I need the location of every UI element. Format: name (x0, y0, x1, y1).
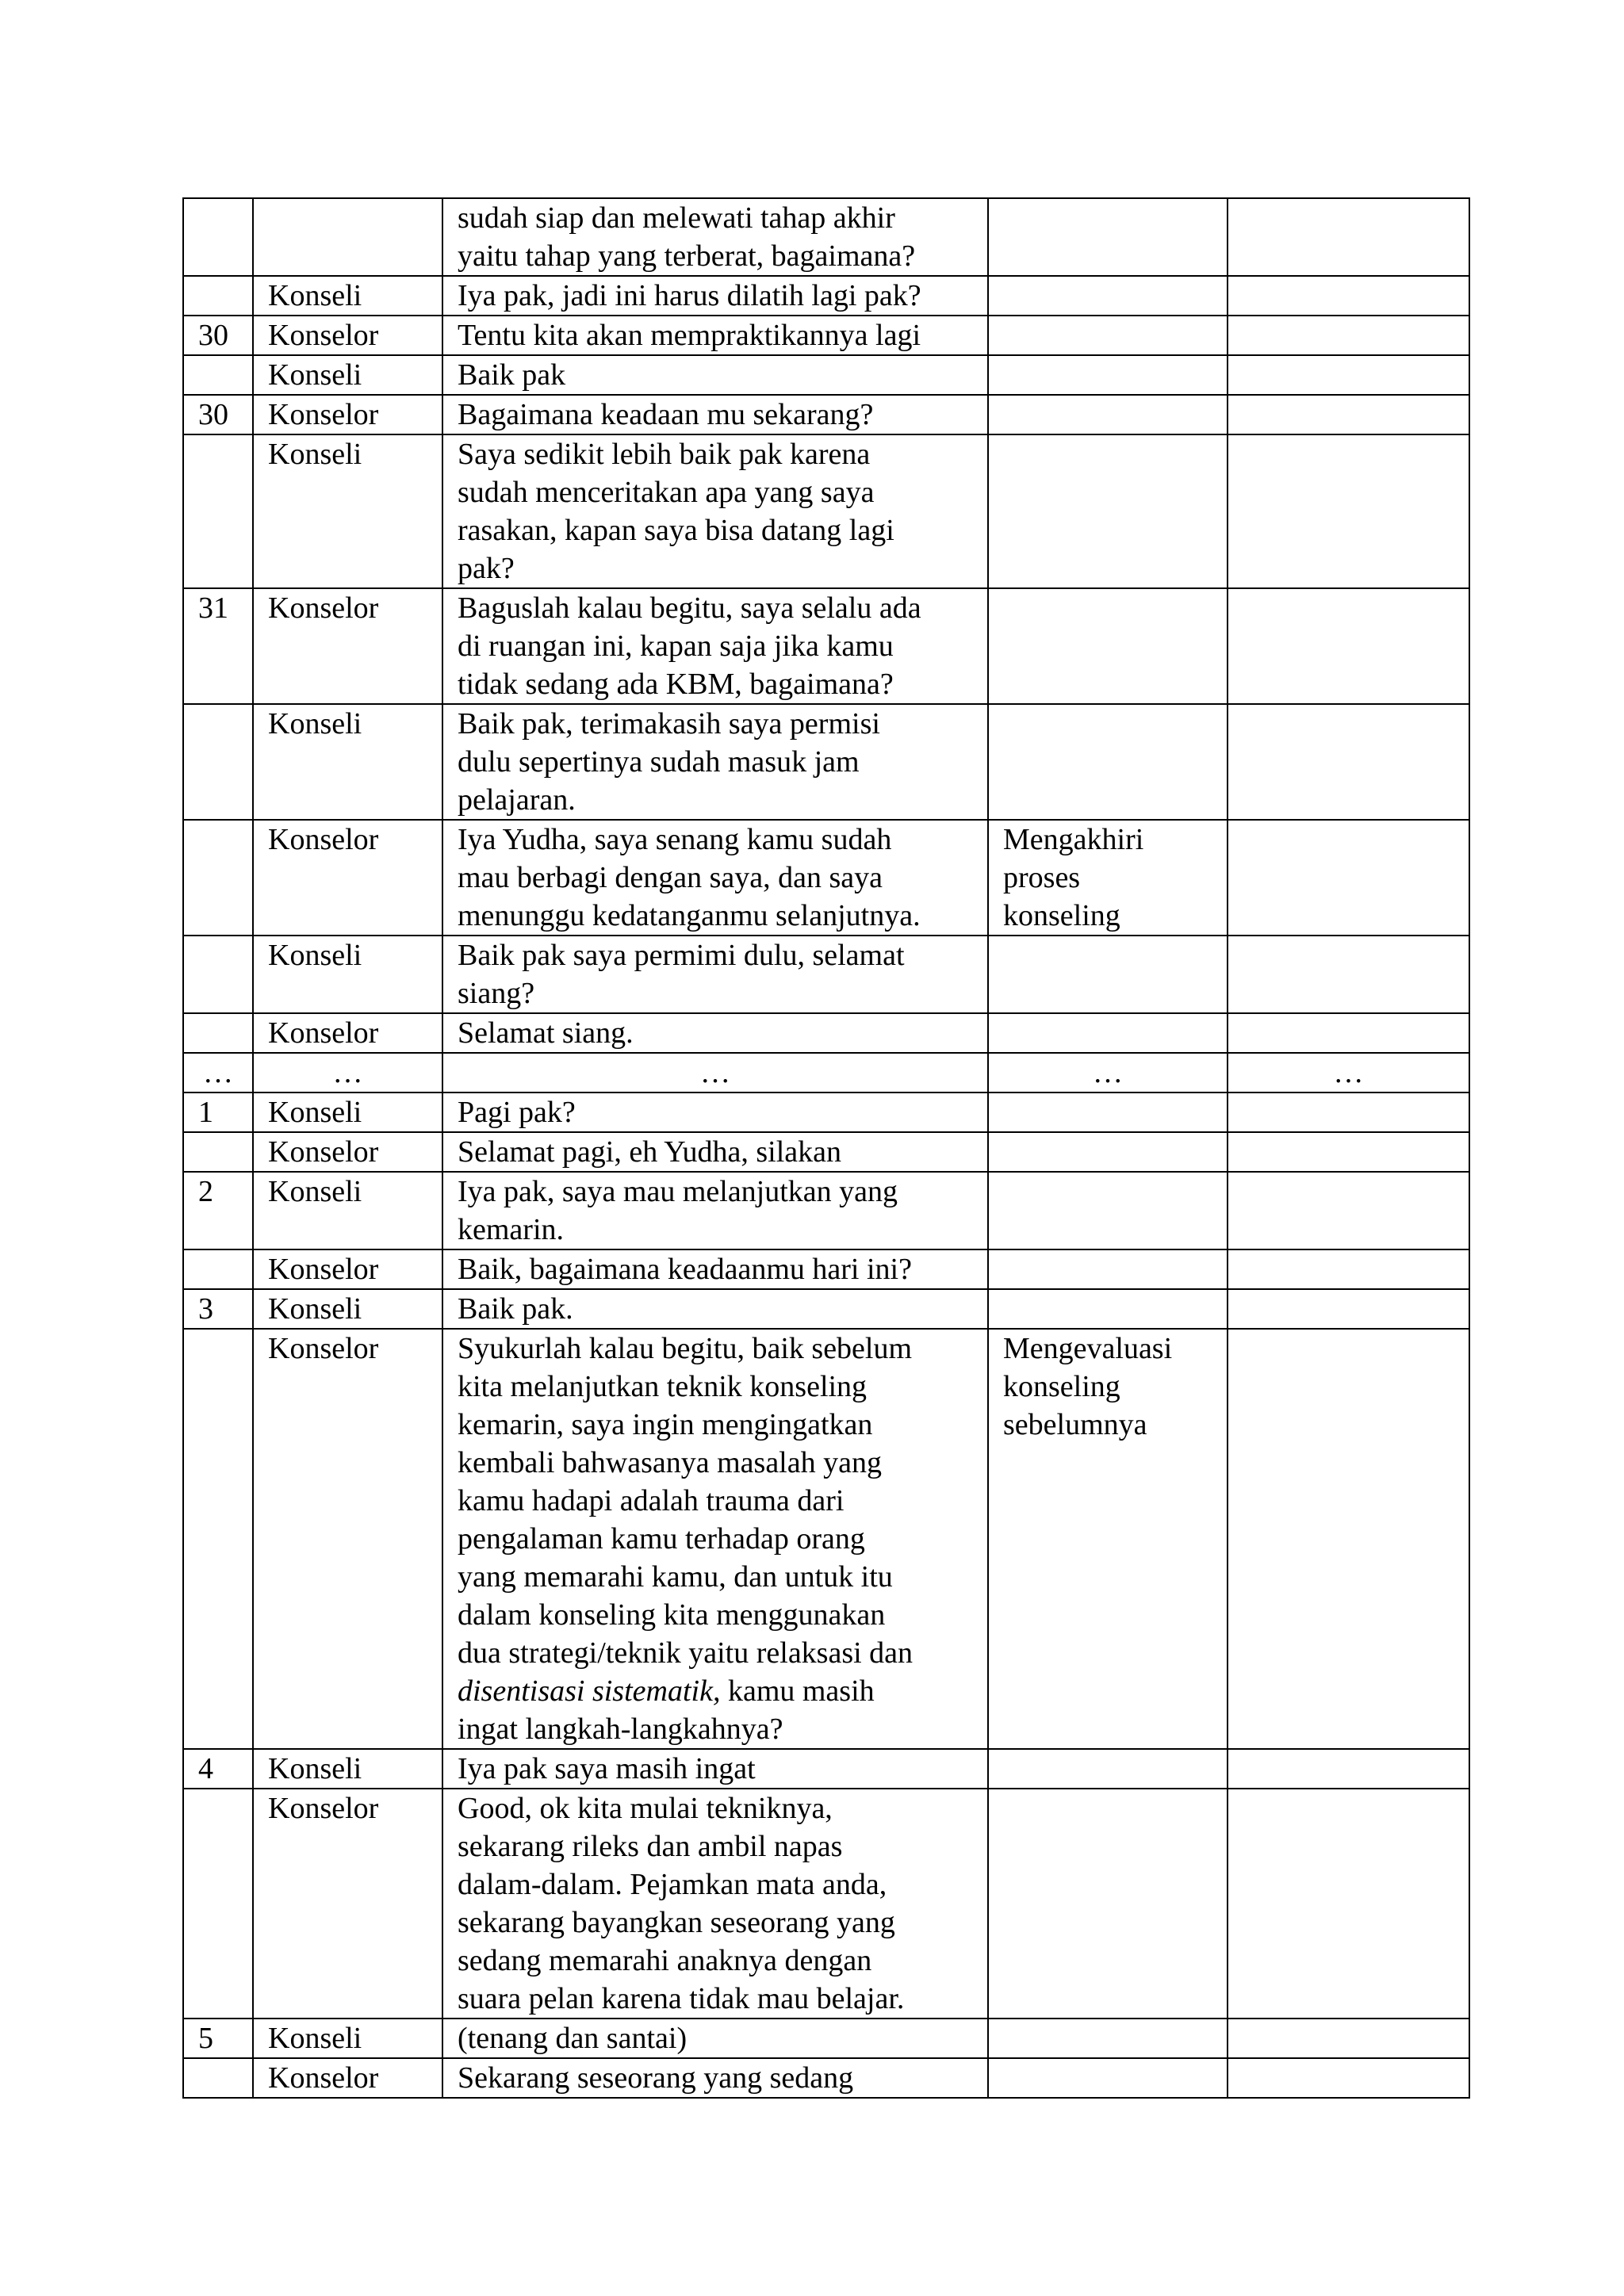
table-row (183, 434, 1469, 588)
note-cell (988, 1249, 1228, 1289)
dialogue-cell (442, 704, 988, 820)
extra-cell (1228, 820, 1469, 936)
dialogue-line: Iya Yudha, saya senang kamu sudah (458, 823, 892, 856)
dialogue-line: Baik pak saya permimi dulu, selamat (458, 939, 905, 972)
dialogue-line (458, 1672, 973, 1710)
dialogue-line: menunggu kedatanganmu selanjutnya. (458, 899, 921, 932)
row-number-cell (183, 434, 253, 588)
table-row (183, 276, 1469, 316)
dialogue-line: pak? (458, 552, 515, 585)
dialogue-line: Bagaimana keadaan mu sekarang? (458, 398, 874, 431)
speaker-cell: Konseli (253, 434, 442, 588)
dialogue-line: Selamat pagi, eh Yudha, silakan (458, 1135, 842, 1169)
speaker-cell: Konseli (253, 355, 442, 395)
dialogue-line: sekarang bayangkan seseorang yang (458, 1906, 895, 1939)
dialogue-line: dalam konseling kita menggunakan (458, 1598, 886, 1632)
note-cell (988, 1013, 1228, 1053)
speaker-cell: Konseli (253, 2019, 442, 2058)
extra-cell (1228, 1093, 1469, 1132)
note-cell (988, 1789, 1228, 2019)
speaker-cell: Konseli (253, 1172, 442, 1249)
table-row (183, 1289, 1469, 1329)
extra-cell (1228, 1249, 1469, 1289)
dialogue-line: tidak sedang ada KBM, bagaimana? (458, 668, 894, 701)
dialogue-line: kamu hadapi adalah trauma dari (458, 1484, 845, 1517)
extra-cell (1228, 316, 1469, 355)
row-number-cell (183, 198, 253, 276)
extra-cell (1228, 704, 1469, 820)
row-number-cell (183, 820, 253, 936)
table-row (183, 1013, 1469, 1053)
dialogue-line: sekarang rileks dan ambil napas (458, 1830, 843, 1863)
note-line: konseling (1003, 899, 1120, 932)
row-number-cell (183, 2058, 253, 2098)
speaker-cell: Konseli (253, 1093, 442, 1132)
extra-cell: … (1228, 1053, 1469, 1093)
dialogue-cell (442, 2058, 988, 2098)
note-cell (988, 434, 1228, 588)
note-cell (988, 198, 1228, 276)
note-cell (988, 936, 1228, 1013)
note-cell (988, 316, 1228, 355)
row-number-cell (183, 355, 253, 395)
table-row (183, 1249, 1469, 1289)
table-row (183, 1132, 1469, 1172)
note-cell (988, 1329, 1228, 1749)
dialogue-line: sudah siap dan melewati tahap akhir (458, 201, 895, 235)
dialogue-line: sudah menceritakan apa yang saya (458, 476, 875, 509)
speaker-cell: Konselor (253, 2058, 442, 2098)
speaker-cell: Konseli (253, 936, 442, 1013)
row-number-cell (183, 276, 253, 316)
extra-cell (1228, 355, 1469, 395)
extra-cell (1228, 1289, 1469, 1329)
dialogue-line: (tenang dan santai) (458, 2022, 688, 2055)
table-row (183, 395, 1469, 434)
speaker-cell: Konselor (253, 1132, 442, 1172)
note-cell (988, 704, 1228, 820)
dialogue-line-rest: kamu masih (720, 1674, 875, 1708)
dialogue-line: Tentu kita akan mempraktikannya lagi (458, 319, 921, 352)
dialogue-line: suara pelan karena tidak mau belajar. (458, 1982, 905, 2015)
extra-cell (1228, 198, 1469, 276)
dialogue-cell (442, 588, 988, 704)
dialogue-line: Sekarang seseorang yang sedang (458, 2061, 854, 2095)
row-number-cell (183, 1249, 253, 1289)
dialogue-line: Baik pak. (458, 1292, 573, 1326)
dialogue-line: ingat langkah-langkahnya? (458, 1712, 783, 1746)
dialogue-line: sedang memarahi anaknya dengan (458, 1944, 872, 1977)
extra-cell (1228, 2019, 1469, 2058)
table-row (183, 936, 1469, 1013)
extra-cell (1228, 1132, 1469, 1172)
dialogue-line: Baik pak, terimakasih saya permisi (458, 707, 880, 740)
note-line: sebelumnya (1003, 1408, 1147, 1441)
table-row (183, 1093, 1469, 1132)
row-number-cell (183, 1013, 253, 1053)
dialogue-line: Good, ok kita mulai tekniknya, (458, 1792, 833, 1825)
dialogue-line: Baguslah kalau begitu, saya selalu ada (458, 591, 921, 625)
speaker-cell: Konselor (253, 588, 442, 704)
speaker-cell: Konseli (253, 1749, 442, 1789)
speaker-cell: Konselor (253, 316, 442, 355)
extra-cell (1228, 1749, 1469, 1789)
note-cell (988, 1289, 1228, 1329)
note-line: Mengakhiri (1003, 823, 1144, 856)
dialogue-cell (442, 1093, 988, 1132)
note-line: Mengevaluasi (1003, 1332, 1173, 1365)
dialogue-cell (442, 316, 988, 355)
note-cell (988, 1053, 1228, 1093)
dialogue-line: … (700, 1056, 730, 1089)
table-row (183, 1789, 1469, 2019)
row-number-cell: … (183, 1053, 253, 1093)
dialogue-line: mau berbagi dengan saya, dan saya (458, 861, 883, 894)
dialogue-line: Syukurlah kalau begitu, baik sebelum (458, 1332, 913, 1365)
dialogue-line: kemarin. (458, 1213, 565, 1246)
dialogue-cell (442, 1289, 988, 1329)
extra-cell (1228, 1329, 1469, 1749)
transcript-body (183, 198, 1469, 2098)
dialogue-line: kemarin, saya ingin mengingatkan (458, 1408, 873, 1441)
dialogue-cell (442, 198, 988, 276)
ellipsis-row (183, 1053, 1469, 1093)
dialogue-line: dulu sepertinya sudah masuk jam (458, 745, 860, 779)
extra-cell (1228, 434, 1469, 588)
note-cell (988, 588, 1228, 704)
row-number-cell: 30 (183, 316, 253, 355)
extra-cell (1228, 936, 1469, 1013)
dialogue-cell (442, 820, 988, 936)
table-row (183, 198, 1469, 276)
dialogue-cell (442, 936, 988, 1013)
table-row (183, 1749, 1469, 1789)
row-number-cell: 31 (183, 588, 253, 704)
dialogue-cell (442, 1053, 988, 1093)
italic-term: disentisasi sistematik, (458, 1674, 721, 1708)
row-number-cell (183, 1329, 253, 1749)
dialogue-cell (442, 1013, 988, 1053)
row-number-cell (183, 704, 253, 820)
dialogue-line: yaitu tahap yang terberat, bagaimana? (458, 239, 916, 273)
extra-cell (1228, 1172, 1469, 1249)
note-cell (988, 1093, 1228, 1132)
note-cell (988, 1132, 1228, 1172)
dialogue-cell (442, 1249, 988, 1289)
extra-cell (1228, 2058, 1469, 2098)
extra-cell (1228, 1013, 1469, 1053)
note-line: konseling (1003, 1370, 1120, 1403)
row-number-cell (183, 1789, 253, 2019)
speaker-cell: Konselor (253, 395, 442, 434)
table-row (183, 2058, 1469, 2098)
speaker-cell (253, 198, 442, 276)
speaker-cell: Konselor (253, 1249, 442, 1289)
note-line: proses (1003, 861, 1081, 894)
note-cell (988, 395, 1228, 434)
extra-cell (1228, 276, 1469, 316)
row-number-cell (183, 1132, 253, 1172)
table-row (183, 1172, 1469, 1249)
dialogue-line: dalam-dalam. Pejamkan mata anda, (458, 1868, 887, 1901)
dialogue-cell (442, 1789, 988, 2019)
table-row (183, 2019, 1469, 2058)
row-number-cell: 3 (183, 1289, 253, 1329)
note-cell (988, 2058, 1228, 2098)
row-number-cell: 1 (183, 1093, 253, 1132)
dialogue-cell (442, 1329, 988, 1749)
speaker-cell: Konselor (253, 1013, 442, 1053)
dialogue-cell (442, 355, 988, 395)
table-row (183, 316, 1469, 355)
dialogue-line: kembali bahwasanya masalah yang (458, 1446, 882, 1479)
dialogue-line: Iya pak, saya mau melanjutkan yang (458, 1175, 898, 1208)
dialogue-line: pengalaman kamu terhadap orang (458, 1522, 865, 1556)
dialogue-line: siang? (458, 977, 535, 1010)
speaker-cell: Konseli (253, 704, 442, 820)
dialogue-line: Iya pak, jadi ini harus dilatih lagi pak? (458, 279, 921, 312)
table-row (183, 355, 1469, 395)
dialogue-cell (442, 1172, 988, 1249)
note-cell (988, 2019, 1228, 2058)
row-number-cell: 2 (183, 1172, 253, 1249)
dialogue-line: Baik pak (458, 358, 566, 392)
dialogue-cell (442, 395, 988, 434)
row-number-cell: 5 (183, 2019, 253, 2058)
dialogue-line: Iya pak saya masih ingat (458, 1752, 756, 1785)
speaker-cell: Konseli (253, 276, 442, 316)
dialogue-line: Selamat siang. (458, 1016, 634, 1050)
extra-cell (1228, 395, 1469, 434)
note-cell (988, 1172, 1228, 1249)
counseling-transcript-table (182, 197, 1470, 2099)
dialogue-line: pelajaran. (458, 783, 576, 817)
row-number-cell: 30 (183, 395, 253, 434)
note-cell (988, 276, 1228, 316)
dialogue-cell (442, 276, 988, 316)
dialogue-cell (442, 434, 988, 588)
dialogue-cell (442, 2019, 988, 2058)
speaker-cell: … (253, 1053, 442, 1093)
dialogue-line: rasakan, kapan saya bisa datang lagi (458, 514, 894, 547)
row-number-cell: 4 (183, 1749, 253, 1789)
dialogue-cell (442, 1132, 988, 1172)
dialogue-line: kita melanjutkan teknik konseling (458, 1370, 868, 1403)
note-cell (988, 820, 1228, 936)
extra-cell (1228, 1789, 1469, 2019)
table-row (183, 588, 1469, 704)
table-row (183, 820, 1469, 936)
note-cell (988, 355, 1228, 395)
speaker-cell: Konselor (253, 820, 442, 936)
table-row (183, 704, 1469, 820)
note-cell (988, 1749, 1228, 1789)
dialogue-line: Baik, bagaimana keadaanmu hari ini? (458, 1253, 912, 1286)
row-number-cell (183, 936, 253, 1013)
dialogue-line: yang memarahi kamu, dan untuk itu (458, 1560, 893, 1594)
speaker-cell: Konselor (253, 1789, 442, 2019)
speaker-cell: Konselor (253, 1329, 442, 1749)
dialogue-line: Saya sedikit lebih baik pak karena (458, 438, 871, 471)
extra-cell (1228, 588, 1469, 704)
dialogue-line: dua strategi/teknik yaitu relaksasi dan (458, 1636, 914, 1670)
table-row (183, 1329, 1469, 1749)
dialogue-line: Pagi pak? (458, 1096, 576, 1129)
note-line: … (1093, 1056, 1123, 1089)
dialogue-cell (442, 1749, 988, 1789)
dialogue-line: di ruangan ini, kapan saja jika kamu (458, 629, 894, 663)
speaker-cell: Konseli (253, 1289, 442, 1329)
